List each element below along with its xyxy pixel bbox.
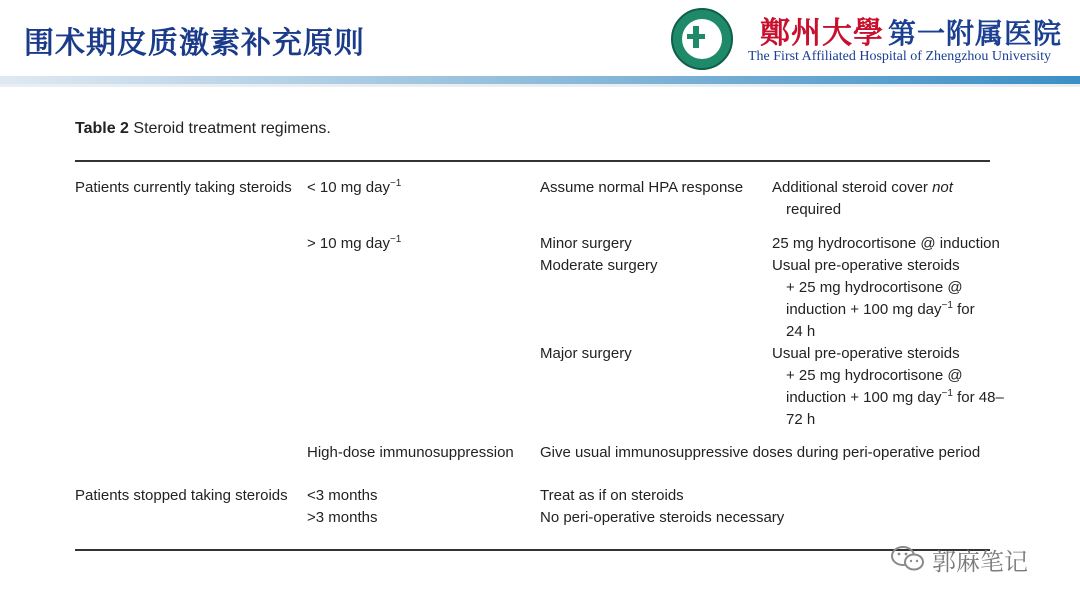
slide-title: 围术期皮质激素补充原则: [24, 26, 365, 61]
surgery-minor: Minor surgery: [540, 235, 632, 252]
slide-header: [0, 0, 1080, 84]
surgery-major: Major surgery: [540, 345, 632, 362]
regimen-highdose: Give usual immunosuppressive doses during peri-operative period: [540, 444, 981, 461]
slide-content: [0, 92, 1080, 607]
header-band: [0, 76, 1080, 84]
hospital-name-en: The First Affiliated Hospital of Zhengzhou University: [748, 49, 1052, 64]
dose-gt3: >3 months: [307, 509, 378, 526]
table-top-rule: [75, 160, 990, 162]
wechat-icon: [890, 544, 926, 572]
header-divider: [0, 84, 1080, 87]
row-label-currently: Patients currently taking steroids: [75, 179, 292, 196]
watermark-text: 郭麻笔记: [932, 548, 1028, 576]
dose-gt10: > 10 mg day$^{-1}$: [307, 234, 402, 252]
regimen-minor: 25 mg hydrocortisone @ induction: [772, 235, 1000, 252]
hospital-logo-icon: [671, 8, 733, 70]
dose-highdose: High-dose immunosuppression: [307, 444, 514, 461]
regimen-lt3: Treat as if on steroids: [540, 487, 684, 504]
dose-lt10: < 10 mg day$^{-1}$: [307, 178, 402, 196]
hospital-name-cn: 第一附属医院: [888, 17, 1063, 50]
surgery-moderate: Moderate surgery: [540, 257, 658, 274]
table-bottom-rule: [75, 549, 990, 551]
surgery-lt10: Assume normal HPA response: [540, 179, 744, 196]
table-caption-text: Steroid treatment regimens.: [128, 120, 331, 137]
table-caption: [75, 120, 331, 138]
watermark: [890, 540, 1050, 580]
regimen-major: Usual pre-operative steroids + 25 mg hydrocortisone @ induction + 100 mg day$^{-1}$ for 48– 72 h: [772, 345, 1004, 428]
dose-lt3: <3 months: [307, 487, 378, 504]
regimen-moderate: Usual pre-operative steroids + 25 mg hydrocortisone @ induction + 100 mg day$^{-1}$ for 24 h: [772, 257, 975, 340]
row-label-stopped: Patients stopped taking steroids: [75, 487, 288, 504]
university-name-cn: 鄭州大學: [760, 16, 884, 51]
table-caption-label: Table 2: [75, 120, 129, 137]
regimen-gt3: No peri-operative steroids necessary: [540, 509, 785, 526]
regimen-lt10: Additional steroid cover not required: [772, 179, 953, 218]
